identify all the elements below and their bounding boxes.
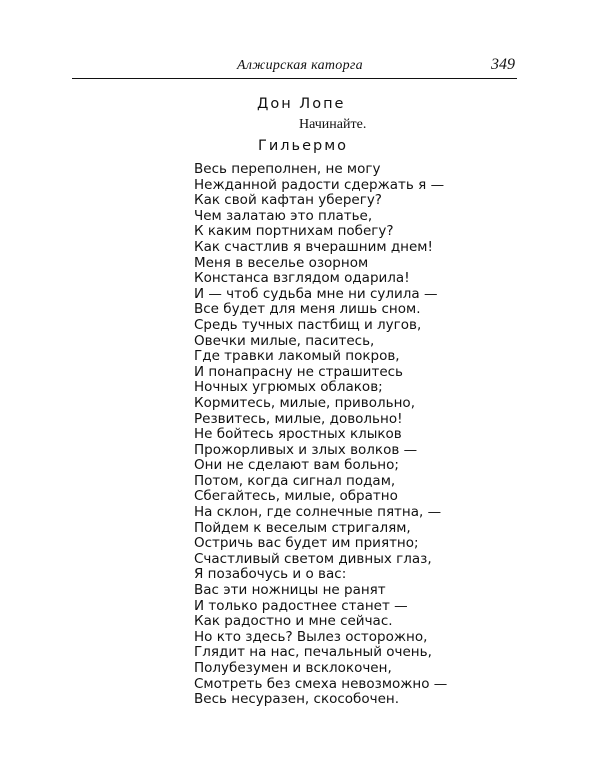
verse-line: Полубезумен и всклокочен,	[194, 660, 392, 676]
verse-line: И понапрасну не страшитесь	[194, 363, 403, 380]
verse-line: Счастливый светом дивных глаз,	[194, 550, 432, 567]
running-title: Алжирская каторга	[237, 58, 363, 73]
verse-line: Но кто здесь? Вылез осторожно,	[194, 628, 428, 645]
verse-line: Как счастлив я вчерашним днем!	[194, 238, 433, 255]
speaker-name-guillermo: Гильермо	[258, 138, 349, 154]
verse-line: Не бойтесь яростных клыков	[194, 426, 402, 443]
verse-line: Весь несуразен, скособочен.	[194, 691, 400, 708]
verse-line: Резвитесь, милые, довольно!	[194, 410, 403, 427]
verse-line: Меня в веселье озорном	[194, 254, 369, 271]
header-rule	[72, 78, 517, 79]
verse-block	[194, 162, 447, 708]
verse-line: Они не сделают вам больно;	[194, 457, 399, 474]
verse-line: Нежданной радости сдержать я —	[194, 176, 445, 193]
verse-line: Я позабочусь и о вас:	[194, 566, 347, 583]
speech-line: Начинайте.	[299, 117, 367, 132]
verse-line: Кормитесь, милые, привольно,	[194, 394, 415, 411]
verse-line: Остричь вас будет им приятно;	[194, 535, 419, 552]
verse-line: К каким портнихам побегу?	[194, 223, 394, 240]
verse-line: Смотреть без смеха невозможно —	[194, 675, 448, 692]
verse-line: Весь переполнен, не могу	[194, 161, 381, 177]
verse-line: Глядит на нас, печальный очень,	[194, 644, 432, 661]
verse-line: Прожорливых и злых волков —	[194, 441, 418, 458]
verse-line: Средь тучных пастбищ и лугов,	[194, 316, 422, 333]
verse-line: Где травки лакомый покров,	[194, 348, 400, 365]
verse-line: И — чтоб судьба мне ни сулила —	[194, 285, 438, 302]
verse-line: Все будет для меня лишь сном.	[194, 301, 421, 318]
verse-line: Потом, когда сигнал подам,	[194, 472, 396, 489]
page-number: 349	[491, 56, 515, 73]
verse-line: Ночных угрюмых облаков;	[194, 379, 383, 396]
verse-line: На склон, где солнечные пятна, —	[194, 504, 442, 521]
verse-line: Как свой кафтан уберегу?	[194, 192, 382, 209]
verse-line: Чем залатаю это платье,	[194, 207, 373, 224]
speaker-name-don-lope: Дон Лопе	[257, 96, 346, 112]
verse-line: Овечки милые, паситесь,	[194, 332, 375, 349]
verse-line: Пойдем к веселым стригалям,	[194, 519, 411, 536]
verse-line: Сбегайтесь, милые, обратно	[194, 488, 398, 505]
verse-line: И только радостнее станет —	[194, 597, 408, 614]
verse-line: Вас эти ножницы не ранят	[194, 582, 386, 599]
verse-line: Констанса взглядом одарила!	[194, 270, 410, 287]
verse-line: Как радостно и мне сейчас.	[194, 613, 393, 630]
